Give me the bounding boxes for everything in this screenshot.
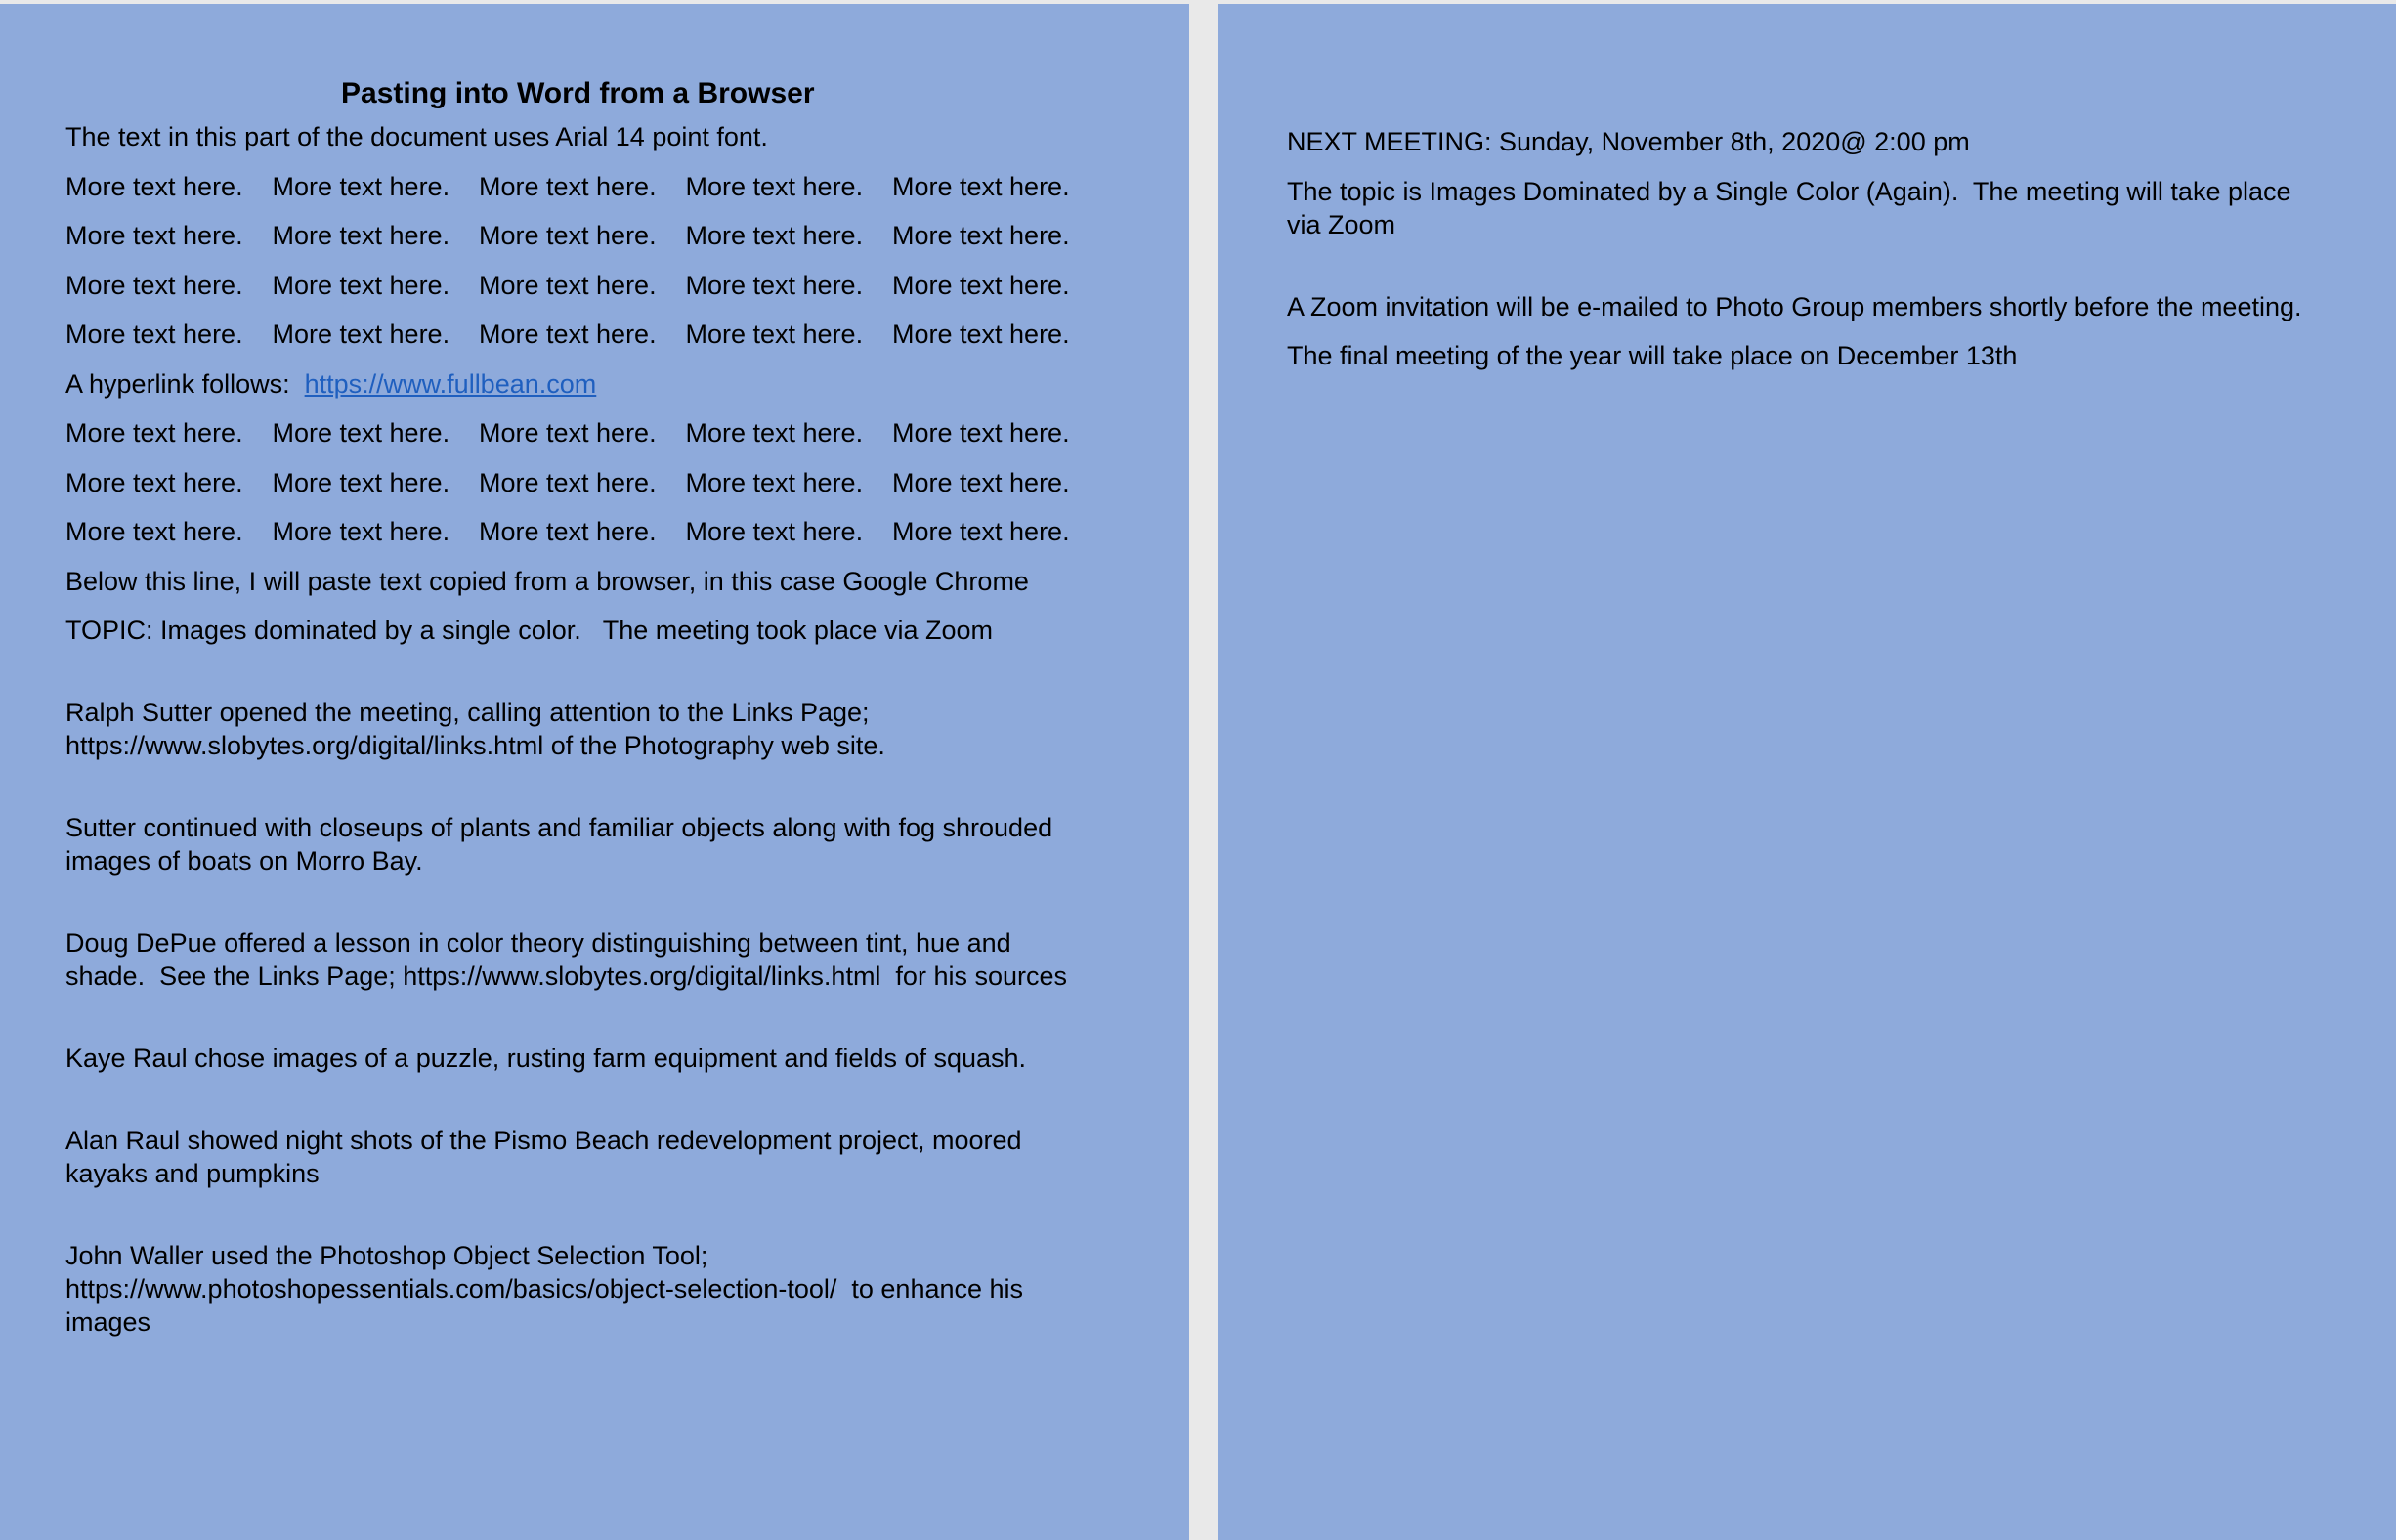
repeat-text: More text here.: [65, 221, 243, 250]
repeat-text: More text here.: [272, 171, 450, 201]
page-content-right: [1287, 125, 2381, 389]
page-content-left: [65, 74, 1160, 1355]
repeat-text: More text here.: [272, 467, 450, 497]
repeat-text-line: [65, 466, 1160, 499]
fullbean-link[interactable]: https://www.fullbean.com: [304, 368, 597, 399]
repeat-text: More text here.: [272, 270, 450, 300]
repeat-text: More text here.: [272, 221, 450, 250]
meeting-paragraph-2: Sutter continued with closeups of plants and familiar objects along with fog shrouded images of boats on Morro Bay.: [65, 813, 1053, 876]
repeat-text: More text here.: [685, 320, 864, 349]
repeat-text: More text here.: [479, 270, 657, 300]
topic-paragraph: TOPIC: Images dominated by a single color. The meeting took place via Zoom: [65, 616, 993, 645]
repeat-text: More text here.: [479, 171, 657, 201]
repeat-text: More text here.: [892, 418, 1070, 448]
repeat-text: More text here.: [892, 270, 1070, 300]
meeting-paragraph-6: John Waller used the Photoshop Object Selection Tool; https://www.photoshopessentials.com/basics/object-selection-tool/ to enhance his images: [65, 1241, 1024, 1337]
repeat-text-line: [65, 416, 1160, 449]
repeat-text-line: [65, 318, 1160, 351]
next-topic-paragraph: The topic is Images Dominated by a Single Color (Again). The meeting will take place via Zoom: [1287, 176, 2291, 239]
repeat-text: More text here.: [65, 320, 243, 349]
repeat-text: More text here.: [685, 221, 864, 250]
repeat-text-line: [65, 269, 1160, 302]
intro-paragraph: The text in this part of the document uses Arial 14 point font.: [65, 122, 768, 151]
repeat-text: More text here.: [272, 517, 450, 546]
final-meeting-paragraph: The final meeting of the year will take place on December 13th: [1287, 341, 2018, 370]
repeat-text: More text here.: [479, 418, 657, 448]
repeat-text: More text here.: [65, 418, 243, 448]
meeting-paragraph-1: Ralph Sutter opened the meeting, calling attention to the Links Page; https://www.slobytes.org/digital/links.html of the Photography web site.: [65, 698, 885, 760]
below-line-paragraph: Below this line, I will paste text copied from a browser, in this case Google Chrome: [65, 566, 1029, 596]
hyperlink-label: A hyperlink follows:: [65, 368, 290, 399]
repeat-text: More text here.: [685, 270, 864, 300]
repeat-text: More text here.: [479, 320, 657, 349]
repeat-text-line: [65, 170, 1160, 203]
document-page-left: [0, 4, 1189, 1540]
hyperlink-line: [65, 367, 1160, 401]
repeat-text-line: [65, 219, 1160, 252]
repeat-text: More text here.: [272, 418, 450, 448]
document-page-right: [1218, 4, 2396, 1540]
repeat-text: More text here.: [892, 467, 1070, 497]
invitation-paragraph: A Zoom invitation will be e-mailed to Photo Group members shortly before the meeting.: [1287, 291, 2302, 321]
repeat-text: More text here.: [65, 517, 243, 546]
meeting-paragraph-5: Alan Raul showed night shots of the Pismo Beach redevelopment project, moored kayaks and pumpkins: [65, 1126, 1022, 1188]
repeat-text: More text here.: [65, 171, 243, 201]
repeat-text: More text here.: [65, 270, 243, 300]
repeat-text: More text here.: [479, 517, 657, 546]
meeting-paragraph-3: Doug DePue offered a lesson in color theory distinguishing between tint, hue and shade. See the Links Page; https://www.slobytes.org/digital/links.html for his sources: [65, 928, 1067, 991]
repeat-text: More text here.: [892, 221, 1070, 250]
document-title: Pasting into Word from a Browser: [341, 77, 815, 109]
repeat-text: More text here.: [685, 418, 864, 448]
repeat-text: More text here.: [685, 171, 864, 201]
repeat-text: More text here.: [479, 467, 657, 497]
repeat-text: More text here.: [479, 221, 657, 250]
next-meeting-paragraph: NEXT MEETING: Sunday, November 8th, 2020@ 2:00 pm: [1287, 127, 1970, 156]
repeat-text: More text here.: [65, 467, 243, 497]
repeat-text-line: [65, 515, 1160, 548]
repeat-text: More text here.: [892, 171, 1070, 201]
repeat-text: More text here.: [685, 517, 864, 546]
repeat-text: More text here.: [892, 517, 1070, 546]
meeting-paragraph-4: Kaye Raul chose images of a puzzle, rusting farm equipment and fields of squash.: [65, 1044, 1027, 1073]
repeat-text: More text here.: [685, 467, 864, 497]
repeat-text: More text here.: [272, 320, 450, 349]
repeat-text: More text here.: [892, 320, 1070, 349]
